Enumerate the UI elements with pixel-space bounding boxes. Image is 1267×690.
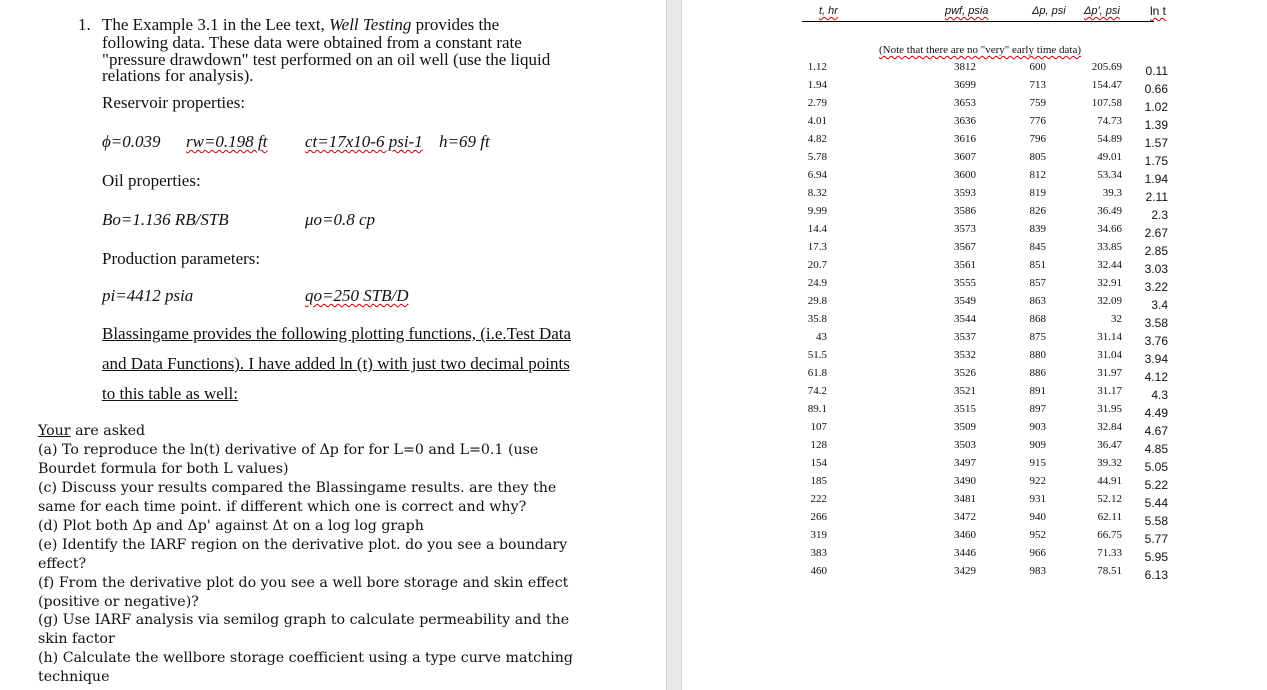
cell-dp: 915 — [1029, 457, 1046, 469]
cell-ln-t: 4.12 — [1144, 370, 1168, 384]
cell-time: 74.2 — [807, 385, 827, 397]
cell-pwf: 3503 — [954, 439, 976, 451]
cell-time: 61.8 — [807, 367, 827, 379]
cell-ln-t: 2.11 — [1145, 190, 1168, 204]
cell-pwf: 3699 — [954, 79, 976, 91]
cell-dp-prime: 31.14 — [1097, 331, 1122, 343]
cell-dp-prime: 66.75 — [1097, 529, 1122, 541]
cell-dp: 983 — [1029, 565, 1046, 577]
cell-ln-t: 3.03 — [1144, 262, 1168, 276]
cell-dp-prime: 62.11 — [1097, 511, 1122, 523]
intro-line-2: following data. These data were obtained from a constant rate — [102, 33, 522, 52]
oil-heading: Oil properties: — [102, 171, 201, 190]
blassingame-line-1: Blassingame provides the following plotting functions, (i.e.Test Data — [102, 324, 572, 343]
cell-time: 51.5 — [807, 349, 827, 361]
problem-number: 1. — [78, 15, 91, 34]
cell-dp-prime: 32 — [1111, 313, 1122, 325]
cell-dp-prime: 36.47 — [1097, 439, 1122, 451]
porosity-value: ϕ=0.039 — [102, 132, 161, 151]
reservoir-heading: Reservoir properties: — [102, 93, 246, 112]
cell-time: 17.3 — [807, 241, 827, 253]
cell-ln-t: 1.57 — [1144, 136, 1168, 150]
cell-dp-prime: 31.17 — [1097, 385, 1122, 397]
cell-pwf: 3573 — [954, 223, 976, 235]
oil-viscosity: μo=0.8 cp — [305, 210, 376, 229]
questions-intro-your: Your — [38, 423, 71, 439]
question-d: (d) Plot both Δp and Δp' against Δt on a log log graph — [38, 518, 424, 534]
cell-time: 8.32 — [807, 187, 827, 199]
cell-pwf: 3537 — [954, 331, 976, 343]
cell-time: 319 — [810, 529, 827, 541]
cell-ln-t: 1.39 — [1144, 118, 1168, 132]
book-title: Well Testing — [329, 15, 412, 34]
cell-time: 128 — [810, 439, 827, 451]
cell-time: 1.94 — [807, 79, 827, 91]
cell-dp-prime: 32.84 — [1097, 421, 1122, 433]
cell-dp: 819 — [1029, 187, 1046, 199]
intro-line-1 — [102, 16, 499, 34]
cell-dp-prime: 32.91 — [1097, 277, 1122, 289]
header-ln-t: ln t — [1150, 4, 1167, 18]
cell-dp: 826 — [1029, 205, 1046, 217]
cell-time: 4.01 — [807, 115, 827, 127]
cell-time: 20.7 — [807, 259, 827, 271]
cell-dp-prime: 34.66 — [1097, 223, 1122, 235]
cell-ln-t: 5.05 — [1144, 460, 1168, 474]
cell-time: 6.94 — [807, 169, 827, 181]
cell-pwf: 3616 — [954, 133, 976, 145]
question-g: (g) Use IARF analysis via semilog graph to calculate permeability and the — [38, 612, 570, 628]
cell-dp: 875 — [1029, 331, 1046, 343]
cell-ln-t: 1.02 — [1144, 100, 1168, 114]
question-f: (f) From the derivative plot do you see a well bore storage and skin effect — [38, 575, 569, 591]
cell-pwf: 3812 — [954, 61, 976, 73]
cell-ln-t: 2.85 — [1144, 244, 1168, 258]
cell-ln-t: 4.49 — [1144, 406, 1168, 420]
cell-dp-prime: 39.3 — [1102, 187, 1122, 199]
cell-time: 35.8 — [807, 313, 827, 325]
cell-dp-prime: 52.12 — [1097, 493, 1122, 505]
cell-dp: 839 — [1029, 223, 1046, 235]
cell-pwf: 3653 — [954, 97, 976, 109]
intro-line-1-a: The Example 3.1 in the Lee text, — [102, 15, 330, 34]
question-a: (a) To reproduce the ln(t) derivative of Δp for for L=0 and L=0.1 (use — [38, 442, 539, 458]
cell-dp: 909 — [1029, 439, 1046, 451]
cell-dp: 796 — [1029, 133, 1046, 145]
page-gutter — [666, 0, 682, 690]
cell-time: 14.4 — [807, 223, 827, 235]
cell-dp: 857 — [1029, 277, 1046, 289]
cell-ln-t: 5.58 — [1144, 514, 1168, 528]
cell-ln-t: 5.44 — [1144, 496, 1168, 510]
cell-dp: 922 — [1029, 475, 1046, 487]
cell-dp-prime: 39.32 — [1097, 457, 1122, 469]
wellbore-radius-value: rw=0.198 ft — [186, 132, 268, 151]
cell-ln-t: 5.77 — [1144, 532, 1168, 546]
cell-dp-prime: 154.47 — [1091, 79, 1122, 91]
cell-pwf: 3549 — [954, 295, 976, 307]
cell-dp-prime: 33.85 — [1097, 241, 1122, 253]
cell-time: 1.12 — [807, 61, 827, 73]
cell-dp: 805 — [1029, 151, 1046, 163]
cell-ln-t: 4.3 — [1151, 388, 1168, 402]
cell-pwf: 3460 — [954, 529, 976, 541]
cell-dp: 966 — [1029, 547, 1046, 559]
cell-time: 185 — [810, 475, 827, 487]
cell-dp: 903 — [1029, 421, 1046, 433]
cell-dp: 759 — [1029, 97, 1046, 109]
cell-dp: 600 — [1029, 61, 1046, 73]
question-h-cont: technique — [38, 669, 110, 685]
question-c-cont: same for each time point. if different which one is correct and why? — [38, 499, 527, 515]
cell-time: 24.9 — [807, 277, 827, 289]
cell-pwf: 3515 — [954, 403, 976, 415]
cell-ln-t: 4.85 — [1144, 442, 1168, 456]
cell-time: 29.8 — [807, 295, 827, 307]
cell-dp-prime: 53.34 — [1097, 169, 1122, 181]
cell-time: 43 — [816, 331, 827, 343]
header-dp: Δp, psi — [1032, 5, 1066, 17]
cell-dp-prime: 54.89 — [1097, 133, 1122, 145]
question-a-cont: Bourdet formula for both L values) — [38, 461, 289, 477]
cell-ln-t: 5.95 — [1144, 550, 1168, 564]
cell-time: 460 — [810, 565, 827, 577]
blassingame-line-2: and Data Functions). I have added ln (t) with just two decimal points — [102, 354, 570, 373]
cell-dp: 891 — [1029, 385, 1046, 397]
cell-pwf: 3429 — [954, 565, 976, 577]
table-note: (Note that there are no "very" early time data) — [879, 44, 1081, 56]
cell-ln-t: 1.75 — [1144, 154, 1168, 168]
cell-dp: 713 — [1029, 79, 1046, 91]
cell-ln-t: 3.22 — [1144, 280, 1168, 294]
question-c: (c) Discuss your results compared the Blassingame results. are they the — [38, 480, 557, 496]
formation-volume-factor: Bo=1.136 RB/STB — [102, 210, 229, 229]
cell-pwf: 3472 — [954, 511, 976, 523]
cell-dp-prime: 49.01 — [1097, 151, 1122, 163]
cell-time: 4.82 — [807, 133, 827, 145]
cell-dp: 776 — [1029, 115, 1046, 127]
header-pwf: pwf, psia — [945, 5, 989, 17]
cell-pwf: 3600 — [954, 169, 976, 181]
cell-pwf: 3567 — [954, 241, 976, 253]
cell-time: 9.99 — [807, 205, 827, 217]
cell-pwf: 3636 — [954, 115, 976, 127]
cell-dp: 845 — [1029, 241, 1046, 253]
blassingame-line-3: to this table as well: — [102, 384, 238, 403]
question-f-cont: (positive or negative)? — [38, 594, 199, 610]
cell-dp-prime: 31.04 — [1097, 349, 1122, 361]
questions-intro — [38, 422, 145, 441]
compressibility-value: ct=17x10-6 psi-1 — [305, 132, 423, 151]
cell-pwf: 3593 — [954, 187, 976, 199]
cell-time: 266 — [810, 511, 827, 523]
cell-pwf: 3532 — [954, 349, 976, 361]
cell-ln-t: 0.11 — [1145, 64, 1168, 78]
cell-time: 5.78 — [807, 151, 827, 163]
question-g-cont: skin factor — [38, 631, 115, 647]
production-heading: Production parameters: — [102, 249, 261, 268]
cell-ln-t: 3.58 — [1144, 316, 1168, 330]
cell-ln-t: 1.94 — [1144, 172, 1168, 186]
cell-ln-t: 2.67 — [1144, 226, 1168, 240]
cell-pwf: 3561 — [954, 259, 976, 271]
cell-pwf: 3509 — [954, 421, 976, 433]
cell-dp-prime: 44.91 — [1097, 475, 1122, 487]
cell-time: 107 — [810, 421, 827, 433]
cell-pwf: 3446 — [954, 547, 976, 559]
cell-ln-t: 3.94 — [1144, 352, 1168, 366]
cell-ln-t: 2.3 — [1151, 208, 1168, 222]
cell-ln-t: 0.66 — [1144, 82, 1168, 96]
cell-dp-prime: 71.33 — [1097, 547, 1122, 559]
cell-dp: 897 — [1029, 403, 1046, 415]
right-page — [682, 0, 1267, 690]
cell-dp: 868 — [1029, 313, 1046, 325]
intro-line-1-c: provides the — [411, 15, 500, 34]
cell-time: 154 — [810, 457, 827, 469]
cell-dp-prime: 107.58 — [1091, 97, 1122, 109]
cell-dp-prime: 31.95 — [1097, 403, 1122, 415]
question-e: (e) Identify the IARF region on the derivative plot. do you see a boundary — [38, 537, 568, 553]
cell-dp-prime: 78.51 — [1097, 565, 1122, 577]
cell-dp-prime: 32.44 — [1097, 259, 1122, 271]
question-h: (h) Calculate the wellbore storage coefficient using a type curve matching — [38, 650, 574, 666]
cell-pwf: 3555 — [954, 277, 976, 289]
cell-dp: 931 — [1029, 493, 1046, 505]
cell-time: 89.1 — [807, 403, 827, 415]
header-rule — [802, 21, 1154, 22]
intro-line-4: relations for analysis). — [102, 66, 254, 85]
cell-pwf: 3490 — [954, 475, 976, 487]
cell-dp: 812 — [1029, 169, 1046, 181]
cell-time: 383 — [810, 547, 827, 559]
header-time: t, hr — [819, 5, 838, 17]
cell-pwf: 3521 — [954, 385, 976, 397]
cell-dp: 952 — [1029, 529, 1046, 541]
thickness-value: h=69 ft — [439, 132, 490, 151]
cell-ln-t: 3.76 — [1144, 334, 1168, 348]
flow-rate: qo=250 STB/D — [305, 286, 409, 305]
header-dp-prime: Δp', psi — [1084, 5, 1120, 17]
cell-pwf: 3497 — [954, 457, 976, 469]
cell-ln-t: 4.67 — [1144, 424, 1168, 438]
cell-pwf: 3544 — [954, 313, 976, 325]
cell-dp: 863 — [1029, 295, 1046, 307]
cell-dp: 880 — [1029, 349, 1046, 361]
cell-dp: 851 — [1029, 259, 1046, 271]
cell-pwf: 3586 — [954, 205, 976, 217]
cell-pwf: 3481 — [954, 493, 976, 505]
cell-ln-t: 6.13 — [1144, 568, 1168, 582]
cell-dp-prime: 74.73 — [1097, 115, 1122, 127]
cell-ln-t: 3.4 — [1151, 298, 1168, 312]
cell-pwf: 3607 — [954, 151, 976, 163]
cell-dp: 940 — [1029, 511, 1046, 523]
initial-pressure: pi=4412 psia — [102, 286, 194, 305]
questions-intro-rest: are asked — [70, 423, 146, 439]
cell-time: 222 — [810, 493, 827, 505]
cell-dp-prime: 32.09 — [1097, 295, 1122, 307]
cell-dp-prime: 31.97 — [1097, 367, 1122, 379]
question-e-cont: effect? — [38, 556, 87, 572]
cell-dp-prime: 36.49 — [1097, 205, 1122, 217]
cell-dp-prime: 205.69 — [1091, 61, 1122, 73]
cell-pwf: 3526 — [954, 367, 976, 379]
cell-ln-t: 5.22 — [1144, 478, 1168, 492]
cell-time: 2.79 — [807, 97, 827, 109]
cell-dp: 886 — [1029, 367, 1046, 379]
intro-line-3: "pressure drawdown" test performed on an oil well (use the liquid — [102, 50, 551, 69]
